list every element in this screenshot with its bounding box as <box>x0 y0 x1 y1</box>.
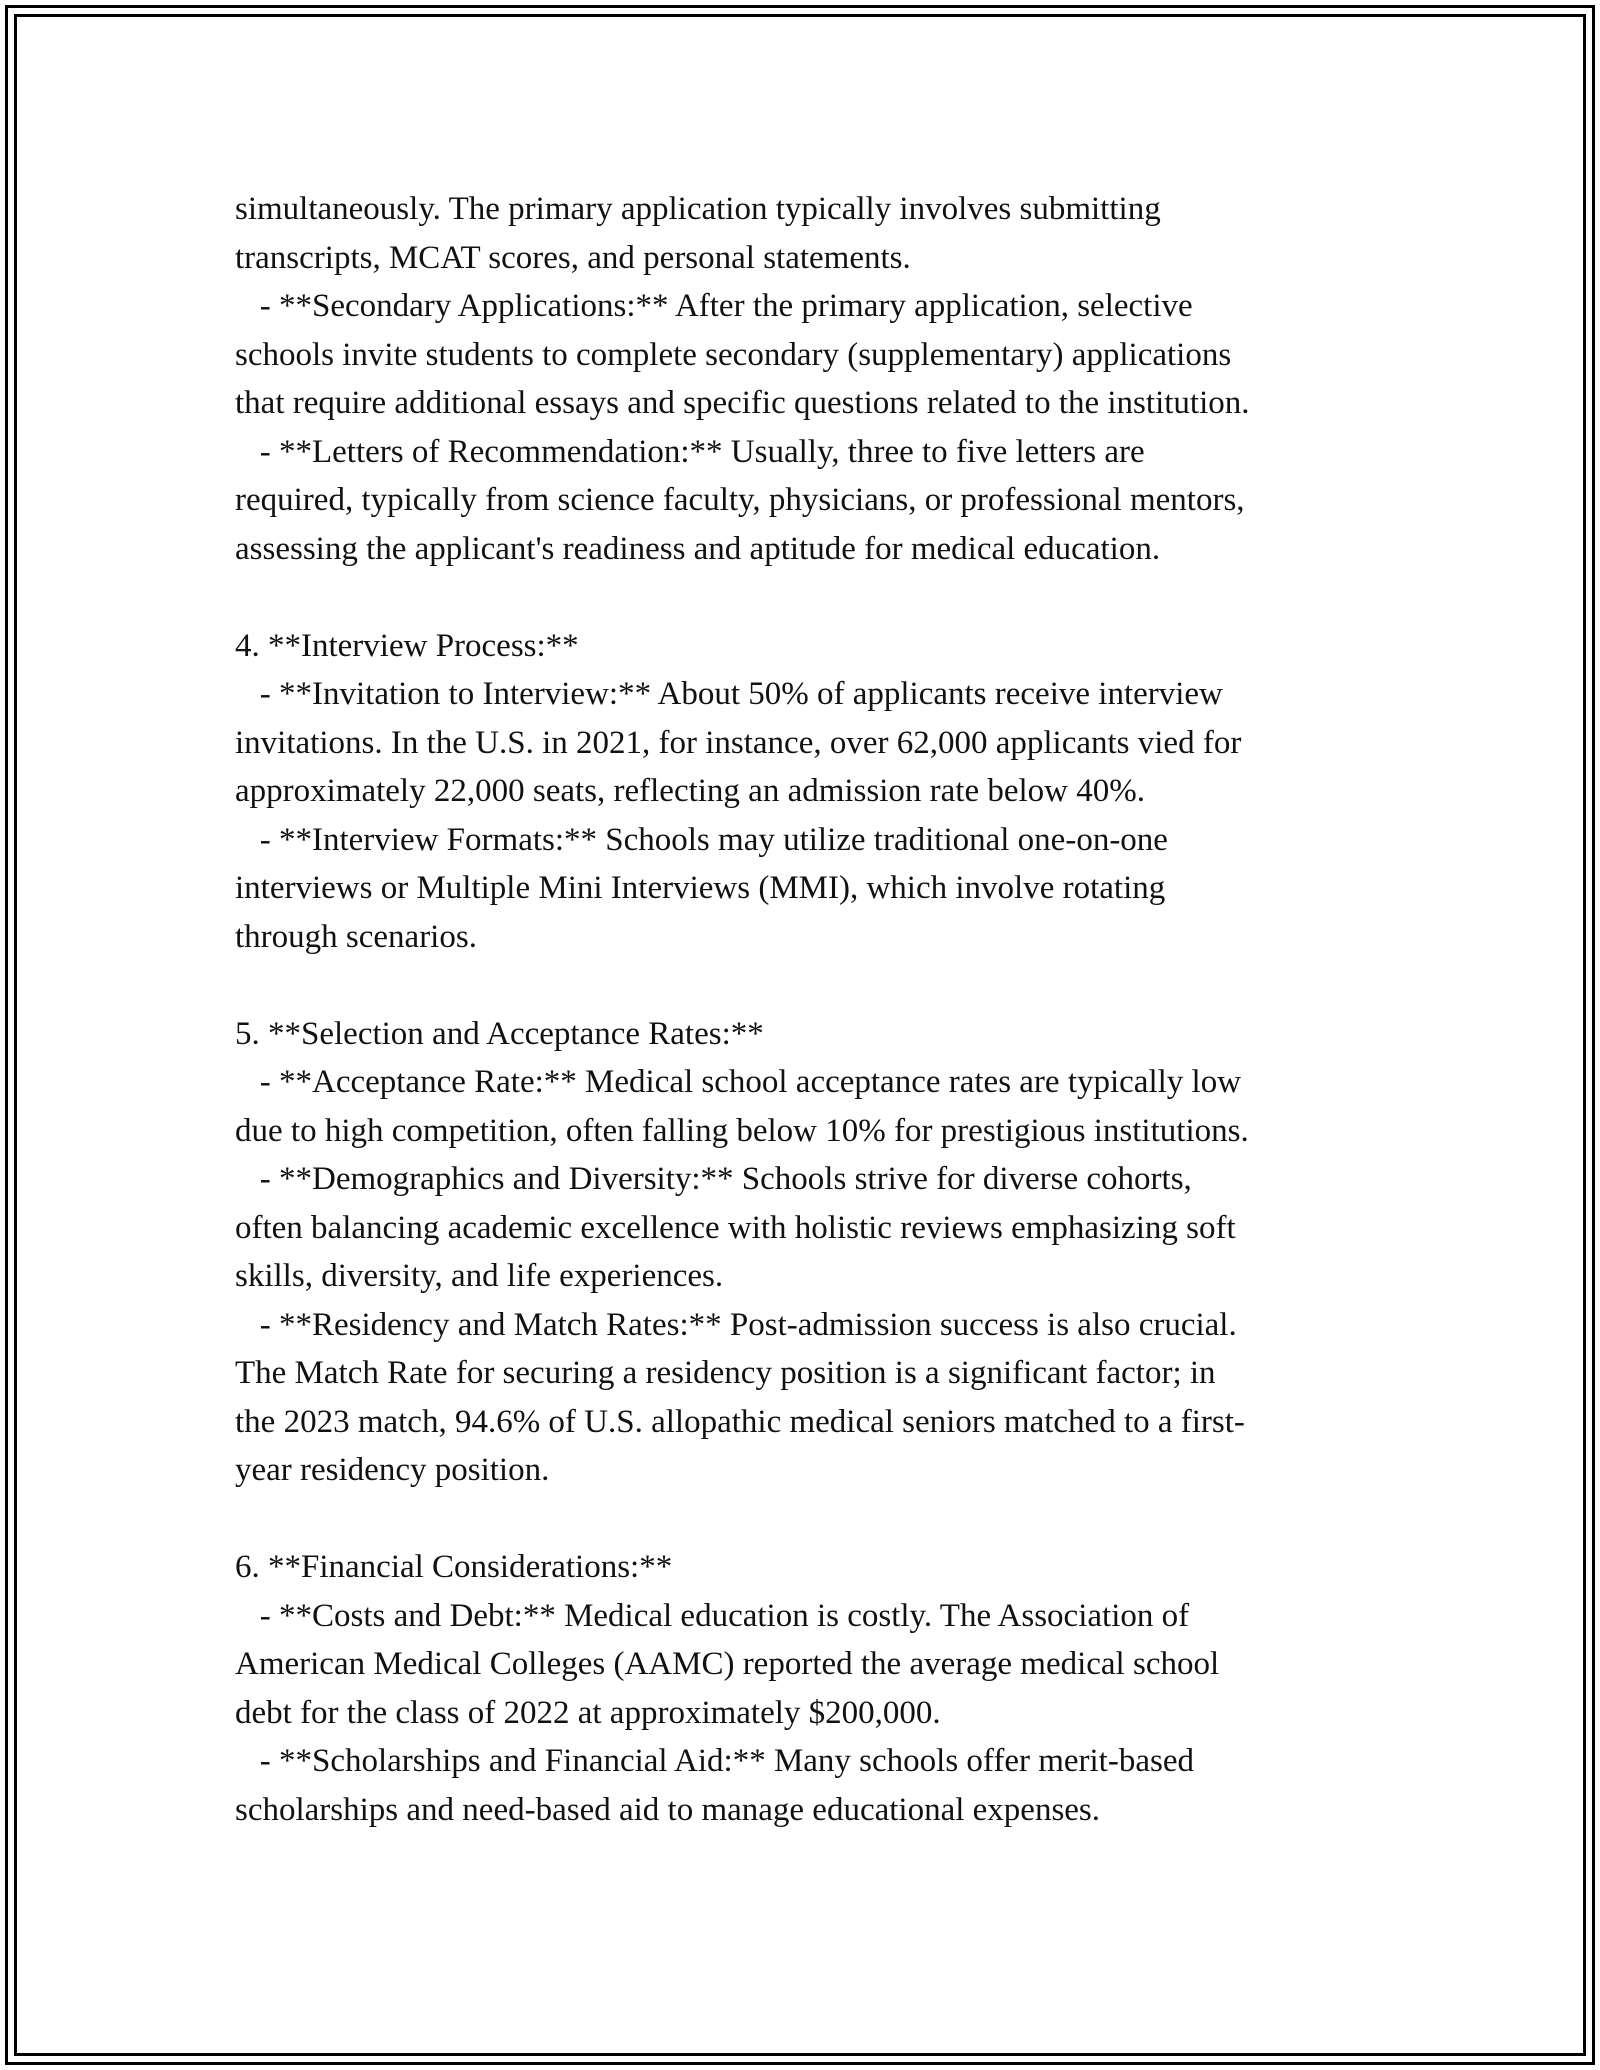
text-line: The Match Rate for securing a residency position is a significant factor; in <box>235 1355 1216 1391</box>
text-line: year residency position. <box>235 1452 550 1488</box>
paragraph-spacer <box>235 573 1375 622</box>
text-line: through scenarios. <box>235 918 477 955</box>
text-line: - **Costs and Debt:** Medical education is costly. The Association of <box>235 1597 1190 1634</box>
text-line: - **Residency and Match Rates:** Post-admission success is also crucial. <box>235 1306 1237 1343</box>
section-heading: 4. **Interview Process:** <box>235 627 579 664</box>
text-line: - **Interview Formats:** Schools may utilize traditional one-on-one <box>235 821 1168 858</box>
text-line: - **Demographics and Diversity:** Schools strive for diverse cohorts, <box>235 1161 1192 1197</box>
section-financial-considerations <box>235 1543 1375 1834</box>
paragraph-spacer <box>235 1495 1375 1544</box>
text-line: scholarships and need-based aid to manage educational expenses. <box>235 1791 1101 1828</box>
text-line: - **Acceptance Rate:** Medical school acceptance rates are typically low <box>235 1064 1242 1100</box>
section-heading: 6. **Financial Considerations:** <box>235 1549 673 1585</box>
section-interview-process <box>235 622 1375 962</box>
text-line: - **Letters of Recommendation:** Usually, three to five letters are <box>235 433 1145 470</box>
text-line: approximately 22,000 seats, reflecting an admission rate below 40%. <box>235 773 1145 809</box>
paragraph-spacer <box>235 961 1375 1010</box>
text-line: invitations. In the U.S. in 2021, for instance, over 62,000 applicants vied for <box>235 724 1242 761</box>
text-line: transcripts, MCAT scores, and personal statements. <box>235 239 911 276</box>
text-line: interviews or Multiple Mini Interviews (MMI), which involve rotating <box>235 870 1166 906</box>
text-line: required, typically from science faculty, physicians, or professional mentors, <box>235 482 1245 518</box>
text-line: American Medical Colleges (AAMC) reported the average medical school <box>235 1646 1220 1682</box>
text-line: assessing the applicant's readiness and aptitude for medical education. <box>235 530 1161 567</box>
text-line: the 2023 match, 94.6% of U.S. allopathic medical seniors matched to a first- <box>235 1403 1245 1440</box>
intro-block <box>235 185 1375 573</box>
document-body <box>235 185 1375 1834</box>
text-line: schools invite students to complete secondary (supplementary) applications <box>235 336 1232 373</box>
text-line: often balancing academic excellence with holistic reviews emphasizing soft <box>235 1209 1236 1246</box>
text-line: due to high competition, often falling below 10% for prestigious institutions. <box>235 1112 1249 1149</box>
text-line: - **Invitation to Interview:** About 50% of applicants receive interview <box>235 676 1223 712</box>
text-line: - **Scholarships and Financial Aid:** Many schools offer merit-based <box>235 1743 1194 1779</box>
section-selection-acceptance <box>235 1010 1375 1495</box>
text-line: skills, diversity, and life experiences. <box>235 1258 724 1294</box>
text-line: that require additional essays and specific questions related to the institution. <box>235 385 1250 421</box>
text-line: debt for the class of 2022 at approximately $200,000. <box>235 1694 941 1731</box>
text-line: - **Secondary Applications:** After the primary application, selective <box>235 288 1193 324</box>
section-heading: 5. **Selection and Acceptance Rates:** <box>235 1015 764 1052</box>
text-line: simultaneously. The primary application typically involves submitting <box>235 191 1161 227</box>
